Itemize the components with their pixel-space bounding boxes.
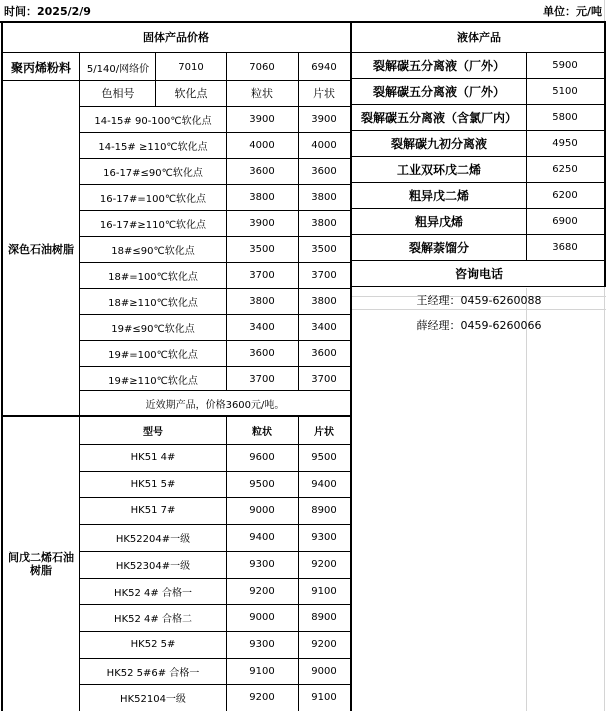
dark-resin-spec: 18#≥110℃软化点	[108, 297, 198, 309]
dark-resin-flake: 3800	[311, 191, 337, 203]
liquid-product-name: 工业双环戊二烯	[396, 162, 481, 177]
dark-resin-flake: 3700	[311, 373, 337, 385]
liquid-product-name: 粗异戊烯	[414, 214, 463, 229]
dark-resin-granule: 3600	[249, 165, 275, 177]
dark-resin-flake: 4000	[311, 139, 337, 151]
pentadiene-flake: 9100	[311, 585, 337, 597]
pentadiene-flake: 9400	[311, 478, 337, 490]
pentadiene-granule: 9400	[249, 532, 275, 543]
polypropylene-price-1: 7010	[178, 61, 204, 73]
dark-resin-flake: 3700	[311, 269, 337, 281]
dark-resin-spec: 18#=100℃软化点	[108, 271, 198, 283]
pentadiene-model: HK52304#一级	[115, 561, 191, 572]
pentadiene-model: HK52 5#	[130, 639, 176, 650]
dark-resin-col-softening: 软化点	[174, 87, 208, 100]
pentadiene-granule: 9100	[249, 665, 275, 677]
dark-resin-flake: 3600	[311, 347, 337, 359]
pentadiene-model: HK51 7#	[130, 505, 176, 516]
dark-resin-flake: 3600	[311, 165, 337, 177]
liquid-product-name: 裂解碳五分离液（厂外）	[372, 84, 505, 99]
dark-resin-spec: 18#≤90℃软化点	[111, 245, 195, 257]
dark-resin-spec: 19#≥110℃软化点	[108, 375, 198, 387]
dark-resin-flake: 3400	[311, 321, 337, 333]
pentadiene-flake: 9000	[311, 665, 337, 677]
pentadiene-flake: 9200	[311, 559, 337, 570]
pentadiene-granule: 9300	[249, 639, 275, 650]
polypropylene-spec: 5/140/网络价	[86, 63, 150, 75]
dark-resin-granule: 3700	[249, 373, 275, 385]
polypropylene-label: 聚丙烯粉料	[10, 60, 71, 75]
dark-resin-granule: 3500	[249, 243, 275, 255]
pentadiene-col-flake: 片状	[314, 426, 334, 438]
pentadiene-flake: 9100	[311, 692, 337, 703]
pentadiene-granule: 9200	[249, 585, 275, 597]
pentadiene-flake: 9300	[311, 532, 337, 543]
dark-resin-spec: 14-15# ≥110℃软化点	[98, 141, 208, 153]
liquid-product-price: 5900	[552, 59, 578, 71]
dark-resin-label: 深色石油树脂	[8, 242, 74, 256]
dark-resin-spec: 14-15# 90-100℃软化点	[94, 115, 212, 127]
dark-resin-granule: 3400	[249, 321, 275, 333]
pentadiene-flake: 8900	[311, 612, 337, 623]
pentadiene-flake: 8900	[311, 505, 337, 516]
liquid-product-name: 粗异戊二烯	[408, 188, 469, 203]
pentadiene-model: HK52 4# 合格二	[114, 614, 192, 625]
contact-title: 咨询电话	[454, 266, 503, 281]
liquid-product-name: 裂解碳五分离液（含氯厂内）	[360, 110, 517, 125]
dark-resin-spec: 19#=100℃软化点	[108, 349, 198, 361]
pentadiene-granule: 9300	[249, 559, 275, 570]
liquid-product-price: 6900	[552, 215, 578, 227]
pentadiene-model: HK52104一级	[120, 694, 186, 705]
liquid-product-price: 4950	[552, 137, 578, 149]
pentadiene-granule: 9200	[249, 692, 275, 703]
dark-resin-spec: 16-17#≥110℃软化点	[99, 219, 207, 231]
dark-resin-col-flake: 片状	[313, 87, 335, 100]
liquid-product-name: 裂解萘馏分	[408, 240, 469, 255]
pentadiene-granule: 9000	[249, 505, 275, 516]
contact-xue: 薛经理：0459-6260066	[416, 319, 542, 332]
unit-label: 单位：元/吨	[542, 5, 602, 18]
report-date: 时间：2025/2/9	[4, 5, 91, 18]
liquid-product-name: 裂解碳九初分离液	[390, 136, 487, 151]
polypropylene-price-2: 7060	[249, 61, 275, 73]
dark-resin-note: 近效期产品，价格3600元/吨。	[145, 399, 285, 411]
pentadiene-model: HK52204#一级	[115, 534, 191, 545]
liquid-product-price: 6200	[552, 189, 578, 201]
dark-resin-spec: 19#≤90℃软化点	[111, 323, 195, 335]
pentadiene-col-granule: 粒状	[252, 426, 272, 438]
pentadiene-model: HK51 5#	[130, 478, 176, 490]
liquid-section-title: 液体产品	[457, 31, 501, 44]
pentadiene-granule: 9600	[249, 452, 275, 463]
pentadiene-model: HK52 4# 合格一	[114, 587, 192, 599]
dark-resin-granule: 4000	[249, 139, 275, 151]
dark-resin-col-granule: 粒状	[251, 87, 273, 100]
contact-wang: 王经理：0459-6260088	[416, 294, 542, 307]
pentadiene-flake: 9200	[311, 639, 337, 650]
liquid-product-price: 3680	[552, 241, 578, 253]
liquid-product-price: 5800	[552, 111, 578, 123]
polypropylene-price-3: 6940	[311, 61, 337, 73]
pentadiene-granule: 9500	[249, 478, 275, 490]
pentadiene-col-model: 型号	[143, 426, 163, 438]
dark-resin-spec: 16-17#≤90℃软化点	[103, 167, 203, 179]
liquid-product-price: 6250	[552, 163, 578, 175]
dark-resin-col-color: 色相号	[101, 87, 135, 100]
dark-resin-flake: 3800	[311, 217, 337, 229]
pentadiene-model: HK52 5#6# 合格一	[106, 667, 200, 679]
dark-resin-flake: 3900	[311, 113, 337, 125]
pentadiene-resin-label: 间戊二烯石油树脂	[8, 550, 74, 577]
solid-section-title: 固体产品价格	[143, 31, 209, 44]
dark-resin-granule: 3600	[249, 347, 275, 359]
pentadiene-model: HK51 4#	[130, 452, 176, 463]
dark-resin-flake: 3500	[311, 243, 337, 255]
dark-resin-spec: 16-17#=100℃软化点	[99, 193, 207, 205]
dark-resin-granule: 3800	[249, 295, 275, 307]
dark-resin-granule: 3800	[249, 191, 275, 203]
dark-resin-granule: 3900	[249, 217, 275, 229]
liquid-product-name: 裂解碳五分离液（厂外）	[372, 58, 505, 73]
dark-resin-flake: 3800	[311, 295, 337, 307]
pentadiene-flake: 9500	[311, 452, 337, 463]
dark-resin-granule: 3900	[249, 113, 275, 125]
liquid-product-price: 5100	[552, 85, 578, 97]
pentadiene-granule: 9000	[249, 612, 275, 623]
dark-resin-granule: 3700	[249, 269, 275, 281]
